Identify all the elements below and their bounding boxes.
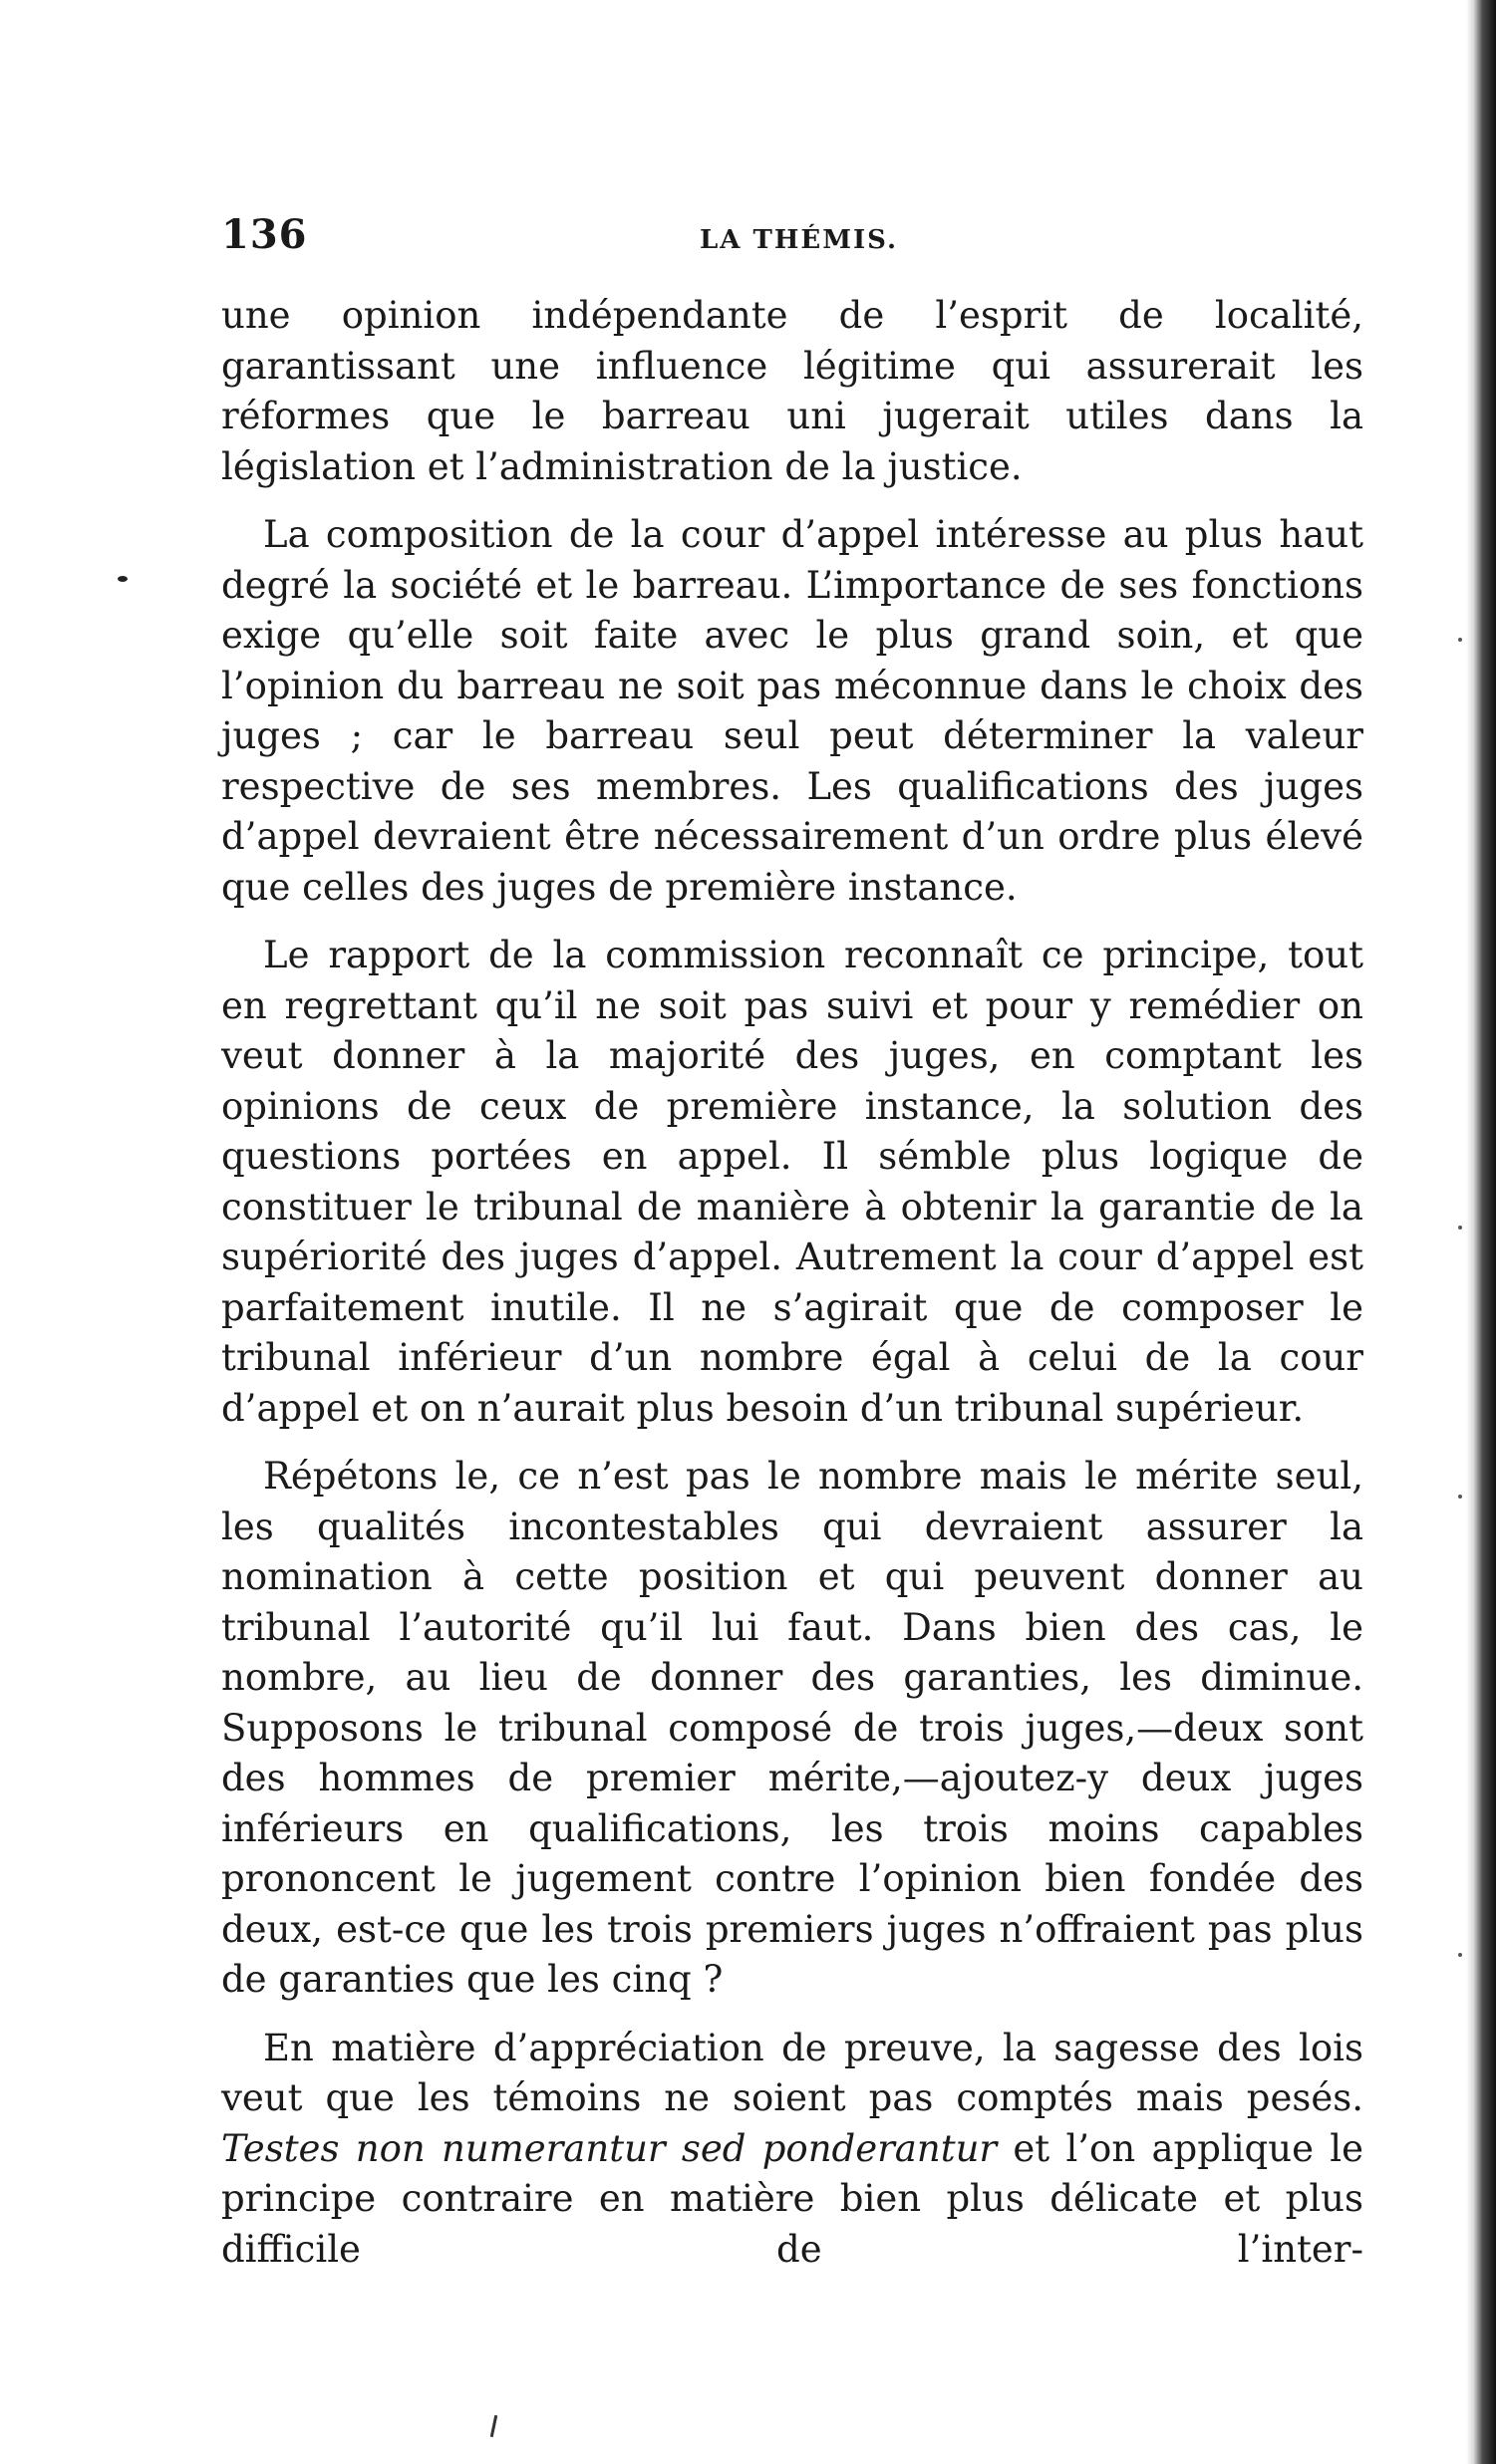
running-head xyxy=(221,211,1363,271)
paragraph-3: Le rapport de la commission reconnaît ce principe, tout en regrettant qu’il ne soit pas suivi et pour y remédier on veut donner à la majorité des juges, en comptant les opinions de ceux de première instance, la solution des questions portées en appel. Il sémble plus logique de constituer le tribunal de manière à obtenir la garantie de la supériorité des juges d’appel. Autrement la cour d’appel est parfaitement inutile. Il ne s’agirait que de composer le tribunal inférieur d’un nombre égal à celui de la cour d’appel et on n’aurait plus besoin d’un tribunal supérieur. xyxy=(221,934,1363,1430)
bottom-ink-mark xyxy=(490,2415,498,2437)
paragraph-1: une opinion indépendante de l’esprit de localité, garantissant une influence légitime qui assurerait les réformes que le barreau uni jugerait utiles dans la législation et l’administration de la justice. xyxy=(221,294,1363,488)
page-number: 136 xyxy=(221,211,308,258)
paragraph-4: Répétons le, ce n’est pas le nombre mais le mérite seul, les qualités incontestables qui devraient assurer la nomination à cette position et qui peuvent donner au tribunal l’autorité qu’il lui faut. Dans bien des cas, le nombre, au lieu de donner des garanties, les diminue. Supposons le tribunal composé de trois juges,—deux sont des hommes de premier mérite,—ajoutez-y deux juges inférieurs en qualifications, les trois moins capables prononcent le jugement contre l’opinion bien fondée des deux, est-ce que les trois premiers juges n’offraient pas plus de garanties que les cinq ? xyxy=(221,1455,1363,2001)
edge-speck xyxy=(1458,1953,1462,1957)
paragraph-2: La composition de la cour d’appel intéresse au plus haut degré la société et le barreau. L’importance de ses fonctions exige qu’elle soit faite avec le plus grand soin, et que l’opinion du barreau ne soit pas méconnue dans le choix des juges ; car le barreau seul peut déterminer la valeur respective de ses membres. Les qualifications des juges d’appel devraient être nécessairement d’un ordre plus élevé que celles des juges de première instance. xyxy=(221,513,1363,909)
edge-speck xyxy=(1458,638,1462,642)
body-text xyxy=(221,291,1363,2293)
latin-maxim: Testes non numerantur sed ponderantur xyxy=(221,2126,998,2170)
scanned-page-edge xyxy=(1466,0,1496,2464)
paragraph-5 xyxy=(221,2024,1363,2276)
paragraph-5-text-after: et l’on applique le principe contraire en matière bien plus délicate et plus difficile de l’inter- xyxy=(221,2126,1363,2271)
edge-speck xyxy=(1458,1226,1462,1230)
margin-ink-mark xyxy=(118,576,128,582)
paragraph-5-text-before: En matière d’appréciation de preuve, la sagesse des lois veut que les témoins ne soient pas comptés mais pesés. xyxy=(221,2026,1363,2119)
journal-title: LA THÉMIS. xyxy=(700,225,899,255)
edge-speck xyxy=(1458,1495,1462,1499)
